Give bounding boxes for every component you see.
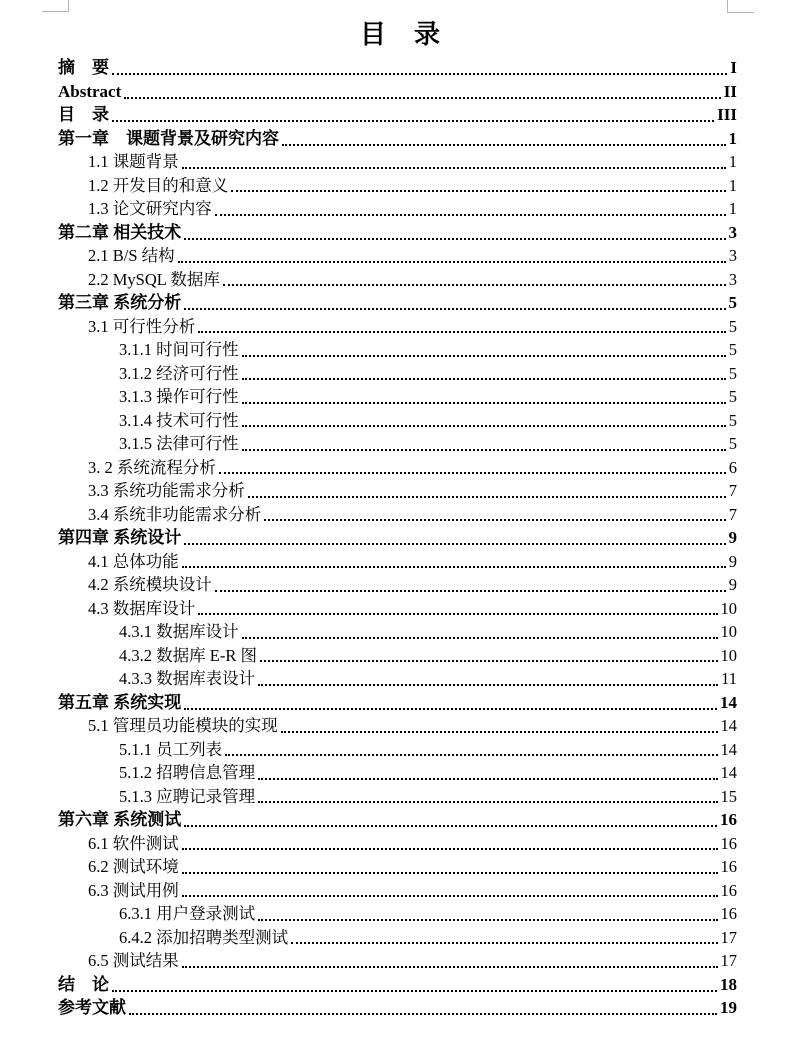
toc-entry[interactable] (58, 244, 737, 268)
toc-leader-dots (219, 472, 726, 474)
toc-entry[interactable] (58, 691, 737, 715)
toc-entry[interactable] (58, 761, 737, 785)
toc-entry-label: 4.3.1 数据库设计 (119, 622, 239, 641)
toc-entry-label: 目 录 (58, 105, 109, 124)
toc-entry-page: 11 (721, 669, 737, 688)
toc-entry[interactable] (58, 573, 737, 597)
toc-entry-page: I (730, 58, 737, 77)
toc-entry[interactable] (58, 197, 737, 221)
toc-entry[interactable] (58, 597, 737, 621)
toc-entry-page: 3 (728, 222, 737, 242)
toc-leader-dots (198, 331, 726, 333)
toc-entry[interactable] (58, 644, 737, 668)
toc-entry-label: 3. 2 系统流程分析 (88, 457, 216, 477)
toc-entry-page: 7 (728, 481, 737, 500)
margin-corner-mark-left (42, 0, 69, 12)
toc-entry-label: 6.1 软件测试 (88, 833, 179, 853)
toc-entry-page: 3 (728, 246, 737, 265)
toc-entry-label: 结 论 (58, 974, 109, 994)
toc-leader-dots (260, 660, 718, 662)
toc-leader-dots (182, 566, 726, 568)
toc-entry[interactable] (58, 926, 737, 950)
toc-entry[interactable] (58, 879, 737, 903)
toc-entry[interactable] (58, 738, 737, 762)
toc-entry-page: 1 (728, 128, 737, 148)
toc-entry-page: 18 (720, 974, 737, 994)
toc-entry[interactable] (58, 409, 737, 433)
toc-leader-dots (242, 355, 726, 357)
toc-entry[interactable] (58, 221, 737, 245)
toc-entry[interactable] (58, 80, 737, 104)
toc-entry-label: 1.3 论文研究内容 (88, 199, 212, 218)
toc-entry-page: 3 (728, 269, 737, 289)
toc-leader-dots (215, 590, 726, 592)
toc-list (58, 56, 737, 1020)
toc-entry[interactable] (58, 855, 737, 879)
toc-entry-page: 7 (728, 504, 737, 524)
toc-entry[interactable] (58, 785, 737, 809)
toc-leader-dots (231, 190, 726, 192)
toc-entry-label: 6.4.2 添加招聘类型测试 (119, 927, 289, 947)
toc-entry-label: 5.1.1 员工列表 (119, 739, 223, 759)
toc-leader-dots (225, 754, 717, 756)
toc-entry[interactable] (58, 174, 737, 198)
toc-entry-label: 5.1.3 应聘记录管理 (119, 786, 256, 806)
toc-entry-label: 3.1.3 操作可行性 (119, 387, 239, 406)
toc-leader-dots (242, 449, 726, 451)
toc-entry[interactable] (58, 620, 737, 644)
toc-leader-dots (258, 684, 718, 686)
toc-entry-label: 4.3.3 数据库表设计 (119, 669, 256, 688)
toc-entry-page: 14 (720, 716, 737, 735)
toc-entry-label: 6.2 测试环境 (88, 857, 179, 876)
toc-entry-label: 3.1.5 法律可行性 (119, 434, 239, 453)
toc-entry-label: 3.1.4 技术可行性 (119, 410, 239, 430)
toc-leader-dots (242, 402, 726, 404)
toc-entry-page: 6 (728, 457, 737, 477)
toc-entry-page: 1 (728, 199, 737, 218)
toc-entry-label: 4.1 总体功能 (88, 551, 179, 571)
toc-entry-label: 第二章 相关技术 (58, 222, 182, 242)
toc-entry-page: 14 (720, 739, 737, 759)
toc-leader-dots (184, 238, 725, 240)
toc-leader-dots (178, 261, 726, 263)
toc-entry-label: 5.1.2 招聘信息管理 (119, 763, 256, 782)
toc-entry[interactable] (58, 127, 737, 151)
toc-entry[interactable] (58, 902, 737, 926)
toc-entry-label: 3.3 系统功能需求分析 (88, 481, 245, 500)
toc-entry-label: 摘 要 (58, 58, 109, 77)
toc-title: 目 录 (359, 20, 441, 49)
toc-entry[interactable] (58, 526, 737, 550)
toc-leader-dots (264, 519, 726, 521)
toc-entry-page: 15 (720, 786, 737, 806)
toc-leader-dots (282, 144, 726, 146)
toc-leader-dots (242, 637, 718, 639)
toc-entry-page: 1 (728, 152, 737, 171)
toc-entry-page: III (717, 105, 737, 124)
toc-entry[interactable] (58, 268, 737, 292)
toc-leader-dots (215, 214, 726, 216)
toc-entry[interactable] (58, 56, 737, 80)
toc-entry-label: 6.5 测试结果 (88, 951, 179, 970)
toc-entry-page: 5 (728, 293, 737, 312)
toc-entry-label: 6.3 测试用例 (88, 880, 179, 900)
toc-entry-page: 5 (728, 434, 737, 453)
toc-entry-page: 17 (720, 927, 737, 947)
toc-entry-label: 第五章 系统实现 (58, 692, 182, 712)
toc-entry-page: 10 (720, 645, 737, 665)
toc-entry[interactable] (58, 667, 737, 691)
toc-entry-page: 16 (720, 833, 737, 853)
toc-entry-page: 17 (720, 951, 737, 970)
toc-leader-dots (182, 848, 718, 850)
toc-entry[interactable] (58, 103, 737, 127)
toc-leader-dots (182, 895, 718, 897)
toc-entry-page: 14 (720, 692, 737, 712)
toc-entry-label: 2.1 B/S 结构 (88, 246, 175, 265)
toc-entry-page: 9 (728, 575, 737, 594)
toc-leader-dots (242, 378, 726, 380)
toc-entry[interactable] (58, 832, 737, 856)
toc-entry-label: 5.1 管理员功能模块的实现 (88, 716, 278, 735)
toc-entry-label: 4.3.2 数据库 E-R 图 (119, 645, 257, 665)
toc-entry[interactable] (58, 432, 737, 456)
toc-entry-page: II (723, 81, 737, 101)
toc-leader-dots (112, 990, 717, 992)
toc-entry[interactable] (58, 150, 737, 174)
toc-entry-page: 5 (728, 316, 737, 336)
toc-leader-dots (258, 919, 717, 921)
toc-entry-page: 19 (720, 998, 737, 1017)
toc-entry-page: 9 (728, 551, 737, 571)
toc-entry-label: 第一章 课题背景及研究内容 (58, 128, 279, 148)
toc-leader-dots (281, 731, 718, 733)
toc-leader-dots (182, 966, 718, 968)
toc-entry-label: 6.3.1 用户登录测试 (119, 904, 256, 923)
toc-leader-dots (112, 73, 727, 75)
toc-leader-dots (182, 167, 726, 169)
toc-entry-page: 14 (720, 763, 737, 782)
toc-leader-dots (198, 613, 717, 615)
toc-entry-page: 5 (728, 410, 737, 430)
toc-entry-page: 9 (728, 528, 737, 547)
toc-entry-page: 10 (720, 598, 737, 618)
toc-entry[interactable] (58, 808, 737, 832)
toc-entry-label: 参考文献 (58, 998, 126, 1017)
toc-entry[interactable] (58, 338, 737, 362)
toc-entry[interactable] (58, 385, 737, 409)
toc-entry-label: Abstract (58, 81, 122, 101)
margin-corner-mark-right (727, 0, 754, 13)
toc-entry-label: 第四章 系统设计 (58, 528, 182, 547)
toc-leader-dots (184, 308, 725, 310)
toc-entry[interactable] (58, 949, 737, 973)
toc-entry[interactable] (58, 315, 737, 339)
toc-entry-label: 第三章 系统分析 (58, 293, 182, 312)
toc-entry[interactable] (58, 550, 737, 574)
toc-entry[interactable] (58, 479, 737, 503)
toc-leader-dots (124, 97, 721, 99)
toc-leader-dots (129, 1013, 717, 1015)
toc-leader-dots (112, 120, 714, 122)
toc-entry-page: 1 (728, 175, 737, 195)
toc-entry[interactable] (58, 362, 737, 386)
toc-entry-label: 4.2 系统模块设计 (88, 575, 212, 594)
toc-entry[interactable] (58, 996, 737, 1020)
toc-leader-dots (258, 801, 717, 803)
toc-entry-page: 16 (720, 810, 737, 829)
toc-leader-dots (291, 942, 717, 944)
toc-entry-label: 4.3 数据库设计 (88, 598, 196, 618)
toc-leader-dots (184, 825, 717, 827)
toc-entry-page: 10 (720, 622, 737, 641)
toc-entry-label: 1.1 课题背景 (88, 152, 179, 171)
toc-entry[interactable] (58, 973, 737, 997)
toc-leader-dots (248, 496, 726, 498)
toc-entry[interactable] (58, 503, 737, 527)
toc-entry-label: 3.1.2 经济可行性 (119, 363, 239, 383)
toc-entry-label: 3.1 可行性分析 (88, 316, 196, 336)
toc-entry-page: 5 (728, 340, 737, 359)
toc-entry-label: 1.2 开发目的和意义 (88, 175, 229, 195)
toc-entry-page: 16 (720, 880, 737, 900)
toc-entry-page: 5 (728, 387, 737, 406)
toc-entry-label: 3.4 系统非功能需求分析 (88, 504, 262, 524)
toc-entry-label: 2.2 MySQL 数据库 (88, 269, 220, 289)
toc-entry[interactable] (58, 714, 737, 738)
toc-entry-label: 第六章 系统测试 (58, 810, 182, 829)
toc-leader-dots (223, 284, 726, 286)
toc-entry[interactable] (58, 456, 737, 480)
toc-entry-page: 16 (720, 904, 737, 923)
toc-entry-page: 16 (720, 857, 737, 876)
toc-leader-dots (184, 708, 717, 710)
toc-leader-dots (242, 425, 726, 427)
toc-entry[interactable] (58, 291, 737, 315)
toc-leader-dots (182, 872, 718, 874)
toc-leader-dots (184, 543, 725, 545)
toc-leader-dots (258, 778, 717, 780)
toc-entry-label: 3.1.1 时间可行性 (119, 340, 239, 359)
toc-entry-page: 5 (728, 363, 737, 383)
